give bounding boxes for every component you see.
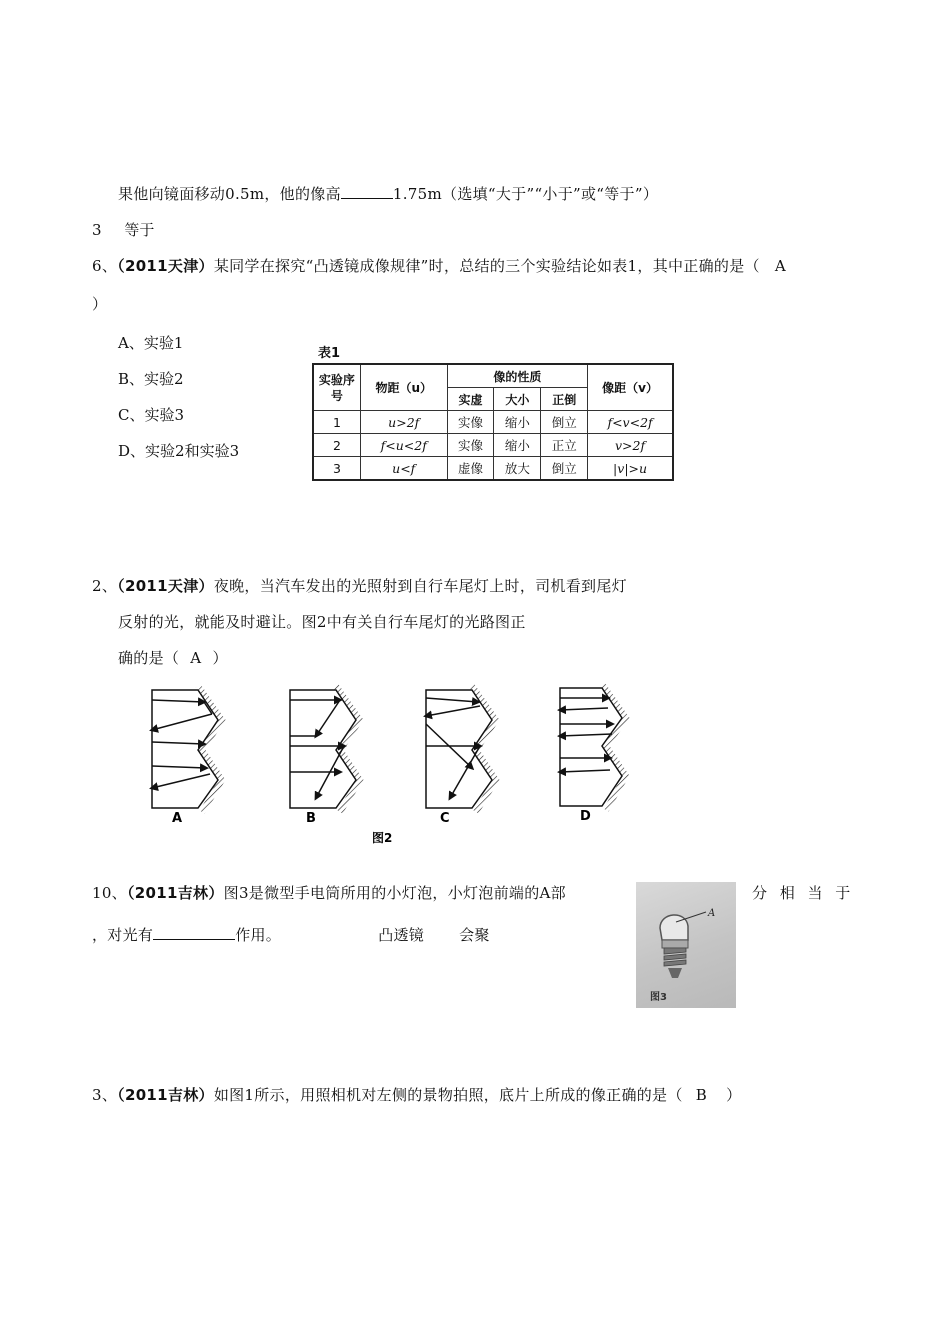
cell-v: v>2f — [588, 434, 673, 457]
q2-line1: 夜晚，当汽车发出的光照射到自行车尾灯上时，司机看到尾灯 — [213, 577, 627, 595]
cell-seq: 1 — [313, 411, 360, 434]
cell-real: 实像 — [447, 434, 494, 457]
photo-caption: 图3 — [650, 992, 667, 1003]
q6-close-paren: ） — [92, 295, 108, 313]
q10-source: （2011吉林） — [127, 884, 224, 902]
q10-line2 — [92, 924, 490, 945]
cell-u: u>2f — [360, 411, 447, 434]
q3-answer: B — [695, 1086, 708, 1104]
q10-answer1: 凸透镜 — [378, 926, 425, 944]
q6-stem — [92, 255, 786, 276]
table-row — [313, 411, 673, 434]
q10-answer2: 会聚 — [459, 926, 490, 944]
diagram-label-c: C — [440, 811, 450, 826]
q2-line3 — [118, 647, 228, 668]
q6-option-c: C、实验3 — [118, 406, 185, 424]
table-row — [313, 457, 673, 481]
photo-label-a: A — [708, 908, 716, 919]
prev-answer-number: 3 — [92, 221, 102, 239]
q2-line3-text: 确的是（ — [118, 649, 180, 667]
q10-text: 图3是微型手电筒所用的小灯泡，小灯泡前端的A部 — [223, 884, 566, 902]
table-1 — [312, 342, 674, 481]
q3-stem — [92, 1084, 741, 1105]
cell-seq: 2 — [313, 434, 360, 457]
q6-answer: A — [774, 257, 787, 275]
header-v: 像距（v） — [588, 364, 673, 411]
q2-answer: A — [190, 649, 202, 667]
cell-u: f<u<2f — [360, 434, 447, 457]
q6-option-a: A、实验1 — [118, 334, 184, 352]
cell-orient: 正立 — [541, 434, 588, 457]
cell-v: |v|>u — [588, 457, 673, 481]
cell-size: 缩小 — [494, 434, 541, 457]
figure-2 — [140, 680, 660, 850]
experiment-table — [312, 363, 674, 481]
diagram-b — [290, 686, 360, 812]
cell-orient: 倒立 — [541, 457, 588, 481]
header-real: 实虚 — [447, 388, 494, 411]
q6-option-d: D、实验2和实验3 — [118, 442, 240, 460]
cell-seq: 3 — [313, 457, 360, 481]
diagram-label-d: D — [580, 809, 591, 824]
bulb-icon — [636, 882, 736, 1008]
diagram-a — [152, 686, 222, 812]
cell-real: 虚像 — [447, 457, 494, 481]
cell-v: f<v<2f — [588, 411, 673, 434]
diagram-label-b: B — [306, 811, 316, 826]
cell-size: 放大 — [494, 457, 541, 481]
q2-line2: 反射的光，就能及时避让。图2中有关自行车尾灯的光路图正 — [118, 613, 526, 631]
header-nature: 像的性质 — [447, 364, 587, 388]
q2-number: 2、 — [92, 577, 118, 595]
q3-source: （2011吉林） — [117, 1086, 214, 1104]
table-row — [313, 434, 673, 457]
q3-text: 如图1所示，用照相机对左侧的景物拍照，底片上所成的像正确的是（ — [213, 1086, 683, 1104]
diagram-c — [426, 686, 496, 812]
header-orient: 正倒 — [541, 388, 588, 411]
q2-stem — [92, 575, 627, 596]
q10-line2-start: ，对光有 — [92, 926, 154, 944]
header-size: 大小 — [494, 388, 541, 411]
cell-orient: 倒立 — [541, 411, 588, 434]
cell-size: 缩小 — [494, 411, 541, 434]
prev-question-line — [118, 183, 658, 204]
q3-close: ） — [726, 1086, 742, 1104]
q6-text: 某同学在探究“凸透镜成像规律”时，总结的三个实验结论如表1，其中正确的是（ — [213, 257, 760, 275]
q6-number: 6、 — [92, 257, 118, 275]
prev-question-text-after: 1.75m（选填“大于”“小于”或“等于”） — [392, 185, 659, 203]
q10-number: 10、 — [92, 884, 127, 902]
prev-question-text: 果他向镜面移动0.5m，他的像高 — [118, 185, 341, 203]
header-u: 物距（u） — [360, 364, 447, 411]
q3-number: 3、 — [92, 1086, 118, 1104]
q6-source: （2011天津） — [117, 257, 214, 275]
prev-answer-line — [92, 219, 154, 240]
q10-line2-end: 作用。 — [235, 926, 282, 944]
bulb-photo — [636, 882, 736, 1008]
q2-close: ） — [212, 649, 228, 667]
q2-source: （2011天津） — [117, 577, 214, 595]
answer-blank — [153, 925, 235, 940]
q6-option-b: B、实验2 — [118, 370, 184, 388]
diagram-d — [560, 684, 626, 810]
q10-text-right: 分 相 当 于 — [752, 884, 855, 902]
answer-blank — [341, 184, 393, 199]
cell-u: u<f — [360, 457, 447, 481]
diagram-label-a: A — [172, 811, 183, 826]
q10-stem — [92, 882, 566, 903]
cell-real: 实像 — [447, 411, 494, 434]
prev-answer: 等于 — [124, 221, 155, 239]
header-seq: 实验序号 — [313, 364, 360, 411]
tail-light-diagrams — [140, 680, 660, 850]
table-caption: 表1 — [318, 346, 341, 361]
figure-2-caption: 图2 — [372, 831, 393, 845]
